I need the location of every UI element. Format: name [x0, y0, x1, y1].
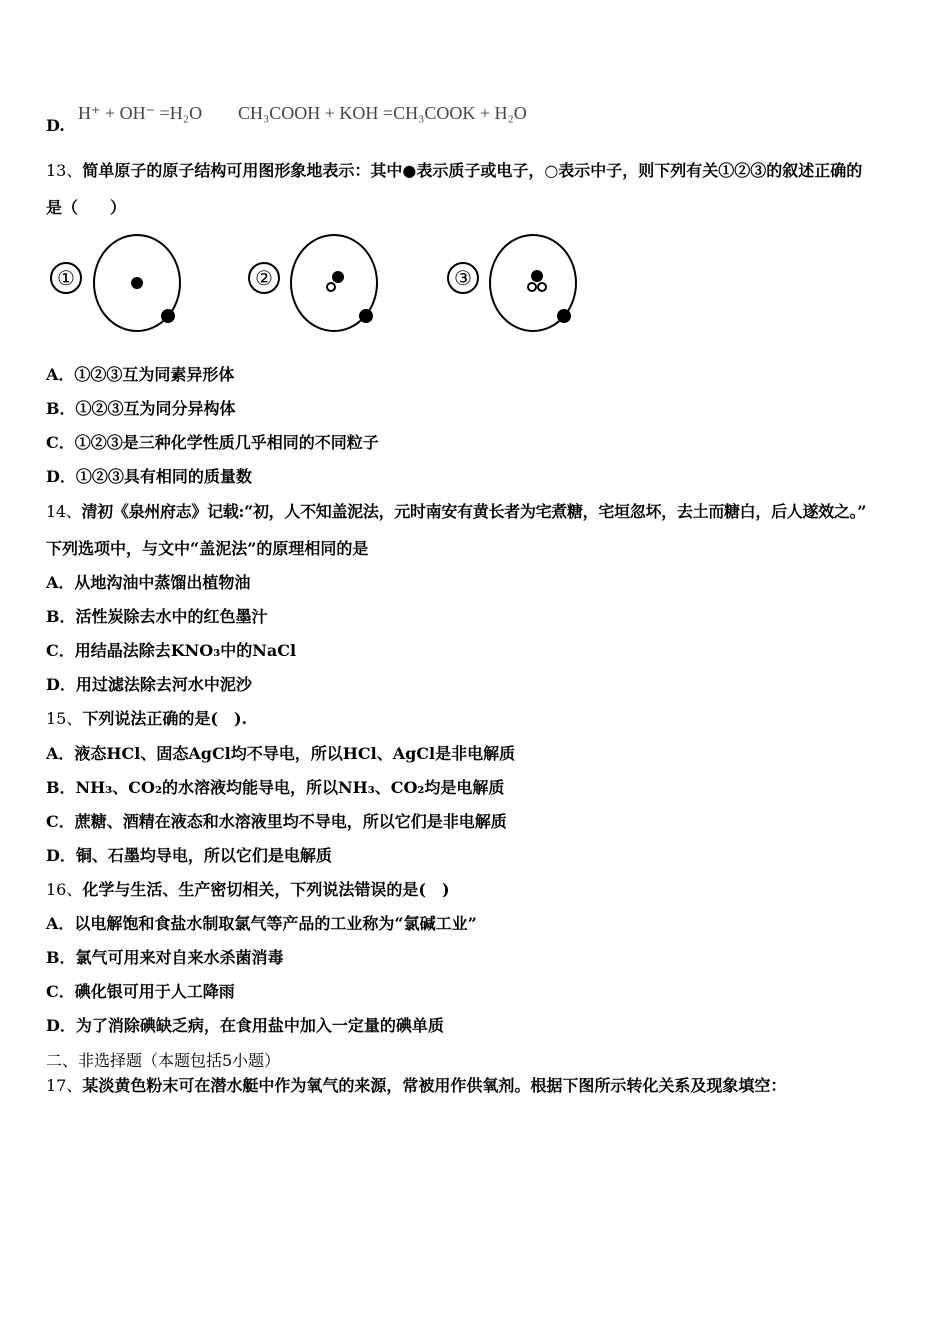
q14-option-c: C．用结晶法除去KNO₃中的NaCl	[46, 641, 297, 660]
q16-option-d: D．为了消除碘缺乏病，在食用盐中加入一定量的碘单质	[46, 1016, 444, 1035]
q13-option-c: C．①②③是三种化学性质几乎相同的不同粒子	[46, 433, 379, 452]
section-heading: 二、非选择题（本题包括5小题）	[46, 1051, 281, 1070]
q14-option-a: A．从地沟油中蒸馏出植物油	[46, 573, 251, 592]
q12-option-d-label: D.	[46, 116, 65, 135]
q14-option-b: B．活性炭除去水中的红色墨汁	[46, 607, 268, 626]
atom-label-3: ③	[454, 266, 472, 290]
question-14-text-cont: 下列选项中，与文中“盖泥法”的原理相同的是	[46, 539, 369, 558]
atom-label-2: ②	[255, 266, 273, 290]
chemical-equation: CH₃COOH + KOH =CH₃COOK + H₂O	[238, 103, 527, 123]
q16-option-c: C．碘化银可用于人工降雨	[46, 982, 235, 1001]
question-13-text-cont: 是（ ）	[46, 198, 127, 217]
question-14-text: 清初《泉州府志》记载:“初，人不知盖泥法，元时南安有黄长者为宅煮糖，宅垣忽坏，去土而糖白，后人遂效之。”	[81, 502, 867, 521]
question-15-text: 下列说法正确的是( ).	[82, 709, 248, 728]
q13-option-b: B．①②③互为同分异构体	[46, 399, 236, 418]
question-16-text: 化学与生活、生产密切相关，下列说法错误的是( )	[82, 880, 450, 899]
ionic-equation: H⁺ + OH⁻ =H₂O	[78, 103, 203, 123]
question-number: 17、	[46, 1076, 83, 1095]
question-17-text: 某淡黄色粉末可在潜水艇中作为氧气的来源，常被用作供氧剂。根据下图所示转化关系及现象填空：	[82, 1076, 787, 1095]
q13-option-d: D．①②③具有相同的质量数	[46, 467, 252, 486]
q16-option-b: B．氯气可用来对自来水杀菌消毒	[46, 948, 284, 967]
q13-option-a: A．①②③互为同素异形体	[46, 365, 235, 384]
question-13-text: 简单原子的原子结构可用图形象地表示：其中●表示质子或电子，○表示中子，则下列有关①②③的叙述正确的	[82, 161, 863, 180]
question-number: 16、	[46, 880, 83, 899]
atom-label-1: ①	[57, 266, 75, 290]
question-number: 13、	[46, 161, 83, 180]
q15-option-b: B．NH₃、CO₂的水溶液均能导电，所以NH₃、CO₂均是电解质	[46, 778, 505, 797]
q15-option-c: C．蔗糖、酒精在液态和水溶液里均不导电，所以它们是非电解质	[46, 812, 507, 831]
q16-option-a: A．以电解饱和食盐水制取氯气等产品的工业称为“氯碱工业”	[46, 914, 477, 933]
q15-option-a: A．液态HCl、固态AgCl均不导电，所以HCl、AgCl是非电解质	[46, 744, 516, 763]
question-number: 14、	[46, 502, 82, 521]
question-number: 15、	[46, 709, 83, 728]
q15-option-d: D．铜、石墨均导电，所以它们是电解质	[46, 846, 332, 865]
q14-option-d: D．用过滤法除去河水中泥沙	[46, 675, 252, 694]
